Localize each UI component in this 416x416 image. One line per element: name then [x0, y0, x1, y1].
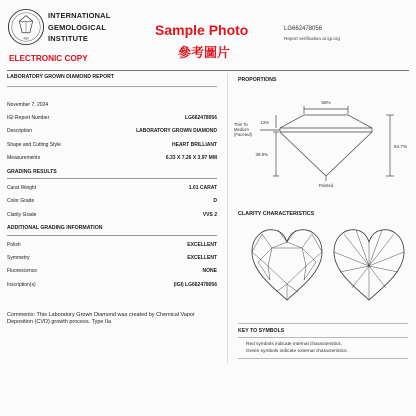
crown-percentage: 13% — [260, 120, 269, 125]
org-line-3: INSTITUTE — [48, 34, 88, 43]
clarity-heading: CLARITY CHARACTERISTICS — [238, 211, 315, 217]
field-value: HEART BRILLIANT — [172, 141, 217, 148]
key-green-note: Green symbols indicate external characteristics. — [246, 349, 348, 354]
field-row — [7, 251, 217, 264]
field-label: Color Grade — [7, 198, 35, 205]
org-line-1: INTERNATIONAL — [48, 11, 111, 20]
field-value: LG662478056 — [185, 115, 217, 122]
field-value: D — [213, 198, 217, 205]
report-date-row — [7, 98, 217, 111]
field-row — [7, 265, 217, 278]
field-label: Clarity Grade — [7, 211, 37, 218]
report-title-divider — [7, 86, 217, 87]
culet-label: Pointed — [318, 183, 334, 188]
key-divider-bottom — [238, 337, 408, 338]
field-label: Shape and Cutting Style — [7, 141, 61, 148]
header-report-number: LG662478056 — [284, 26, 323, 32]
field-row — [7, 152, 217, 165]
comments-text: Comments: This Laboratory Grown Diamond was created by Chemical Vapor Deposition (CVD) growth process. Type IIa — [7, 312, 195, 325]
field-row — [7, 125, 217, 138]
girdle-label-2: Medium — [234, 127, 249, 132]
field-value: EXCELLENT — [187, 254, 217, 261]
field-row — [7, 181, 217, 194]
grading-results-heading: GRADING RESULTS — [7, 165, 217, 179]
field-row — [7, 111, 217, 124]
field-value: 6.33 X 7.26 X 3.97 MM — [165, 155, 217, 162]
clarity-plot-diagrams — [248, 222, 408, 306]
header-divider — [7, 70, 409, 71]
heart-crown-view-facets — [252, 230, 322, 300]
heart-pavilion-view-facets — [334, 230, 404, 300]
field-label: Inscription(s) — [7, 281, 36, 288]
field-value: 1.01 CARAT — [188, 185, 217, 192]
field-label: Polish — [7, 241, 21, 248]
report-title: LABORATORY GROWN DIAMOND REPORT — [7, 74, 115, 80]
field-label: Description — [7, 128, 33, 135]
pavilion-percentage: 39.5% — [255, 152, 268, 157]
field-label: Fluorescence — [7, 268, 38, 275]
field-value: LABORATORY GROWN DIAMOND — [136, 128, 217, 135]
igi-logo-icon — [7, 8, 45, 46]
institute-name — [48, 10, 148, 45]
field-label: IGI Report Number — [7, 115, 50, 122]
girdle-label-1: Thin To — [234, 122, 248, 127]
sample-photo-label: Sample Photo — [155, 22, 249, 38]
key-divider-top — [238, 323, 408, 324]
report-date: November 7, 2024 — [7, 101, 49, 108]
proportions-heading: PROPORTIONS — [238, 77, 277, 83]
field-label: Measurements — [7, 155, 41, 162]
field-value: VVS 2 — [202, 211, 217, 218]
field-row — [7, 208, 217, 221]
report-details — [7, 98, 217, 291]
field-row — [7, 195, 217, 208]
field-label: Symmetry — [7, 254, 30, 261]
field-row — [7, 278, 217, 291]
additional-grading-heading: ADDITIONAL GRADING INFORMATION — [7, 222, 217, 236]
diamond-profile-shape — [280, 115, 372, 176]
field-row — [7, 138, 217, 151]
field-value: EXCELLENT — [187, 241, 217, 248]
key-red-note: Red symbols indicate internal characteristics. — [246, 342, 342, 347]
org-line-2: GEMOLOGICAL — [48, 22, 107, 32]
field-value: NONE — [202, 268, 217, 275]
girdle-label-3: (Faceted) — [234, 132, 252, 137]
report-verification-link[interactable]: Report verification at igi.org — [284, 36, 340, 41]
proportions-diagram — [232, 90, 410, 190]
electronic-copy-label: ELECTRONIC COPY — [9, 54, 88, 63]
depth-percentage: 54.7% — [394, 144, 408, 149]
field-label: Carat Weight — [7, 185, 37, 192]
svg-text:IGI: IGI — [23, 36, 29, 41]
field-value: (IGI) LG662478056 — [173, 281, 217, 288]
sample-photo-chinese-label: 參考圖片 — [178, 45, 231, 60]
column-divider — [227, 74, 228, 364]
key-to-symbols-heading: KEY TO SYMBOLS — [238, 328, 285, 334]
field-row — [7, 238, 217, 251]
key-divider-end — [238, 358, 408, 359]
table-percentage: 58% — [321, 100, 331, 105]
